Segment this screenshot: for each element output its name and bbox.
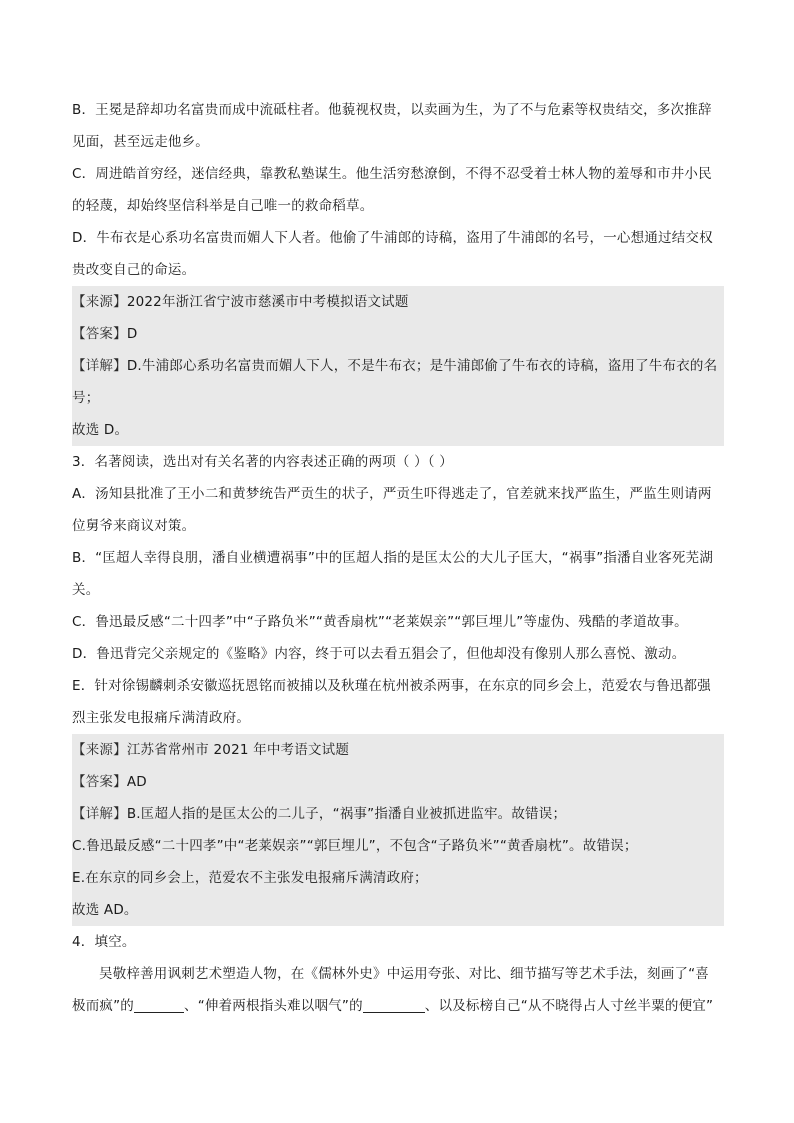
q3-option-a-line2: 位舅爷来商议对策。 [72,518,196,534]
q3-detail-line3: E.在东京的同乡会上，范爱农不主张发电报痛斥满清政府； [72,870,428,886]
document-page [72,94,724,1022]
detail-label: 【详解】 [72,806,127,822]
detail-text: B.匡超人指的是匡太公的二儿子，“祸事”指潘自业被抓进监牢。故错误； [126,806,567,822]
source-text: 2022年浙江省宁波市慈溪市中考模拟语文试题 [126,294,409,310]
q2-option-d-line1: D．牛布衣是心系功名富贵而媚人下人者。他偷了牛浦郎的诗稿，盗用了牛浦郎的名号，一心想通过结交权 [72,230,713,246]
q2-option-c-line2: 的轻蔑，却始终坚信科举是自己唯一的救命稻草。 [72,198,374,214]
q4-text-line2 [72,990,724,1022]
q2-explanation-box [72,286,724,446]
q3-source [72,734,724,766]
q4-text-line1: 吴敬梓善用讽刺艺术塑造人物，在《儒林外史》中运用夸张、对比、细节描写等艺术手法，刻画了“喜 [99,966,709,982]
q3-option-a-line1: A．汤知县批准了王小二和黄梦统告严贡生的状子，严贡生吓得逃走了，官差就来找严监生，严监生则请两 [72,486,712,502]
q3-option-c: C．鲁迅最反感“二十四孝”中“子路负米”“黄香扇枕”“老莱娱亲”“郭巨埋儿”等虚伪、残酷的孝道故事。 [72,614,688,630]
q3-option-b-line1: B．“匡超人幸得良朋，潘自业横遭祸事”中的匡超人指的是匡太公的大儿子匡大，“祸事”指潘自业客死芜湖 [72,550,714,566]
fill-blank-1[interactable] [134,996,184,1013]
answer-text: D [126,326,138,342]
q2-detail-line2: 号； [72,390,100,406]
q3-detail-line4: 故选 AD。 [72,902,138,918]
q4-text-part1: 极而疯”的 [72,998,134,1014]
q3-option-e-line1: E．针对徐锡麟刺杀安徽巡抚恩铭而被捕以及秋瑾在杭州被杀两事，在东京的同乡会上，范爱农与鲁迅都强 [72,678,711,694]
q2-detail-line3: 故选 D。 [72,422,129,438]
q2-option-c-line1: C．周进皓首穷经，迷信经典，靠教私塾谋生。他生活穷愁潦倒，不得不忍受着士林人物的羞辱和市井小民 [72,166,712,182]
fill-blank-2[interactable] [363,996,425,1013]
detail-label: 【详解】 [72,358,127,374]
detail-text: D.牛浦郎心系功名富贵而媚人下人，不是牛布衣；是牛浦郎偷了牛布衣的诗稿，盗用了牛布衣的名 [126,358,718,374]
source-text: 江苏省常州市 2021 年中考语文试题 [126,742,350,758]
q2-option-b-line2: 见面，甚至远走他乡。 [72,134,209,150]
q3-stem: 3．名著阅读，选出对有关名著的内容表述正确的两项（ ）（ ） [72,454,453,470]
q3-option-d: D．鲁迅背完父亲规定的《鉴略》内容，终于可以去看五猖会了，但他却没有像别人那么喜悦、激动。 [72,646,686,662]
answer-label: 【答案】 [72,326,127,342]
q2-option-b-line1: B．王冕是辞却功名富贵而成中流砥柱者。他藐视权贵，以卖画为生，为了不与危素等权贵结交，多次推辞 [72,102,712,118]
source-label: 【来源】 [72,742,127,758]
q3-option-b-line2: 关。 [72,582,100,598]
q3-answer [72,766,724,798]
q4-text-part2: 、“伸着两根指头难以咽气”的 [184,998,363,1014]
q3-detail-line1 [72,798,724,830]
q3-detail-line2: C.鲁迅最反感“二十四孝”中“老莱娱亲”“郭巨埋儿”，不包含“子路负米”“黄香扇枕”。故错误； [72,838,638,854]
answer-text: AD [126,774,147,790]
q4-stem: 4．填空。 [72,934,136,950]
q3-option-e-line2: 烈主张发电报痛斥满清政府。 [72,710,251,726]
source-label: 【来源】 [72,294,127,310]
q2-option-d-line2: 贵改变自己的命运。 [72,262,196,278]
q3-explanation-box [72,734,724,926]
q2-source [72,286,724,318]
q4-text-part3: 、以及标榜自己“从不晓得占人寸丝半粟的便宜” [424,998,714,1014]
q2-answer [72,318,724,350]
answer-label: 【答案】 [72,774,127,790]
q2-detail-line1 [72,350,724,382]
